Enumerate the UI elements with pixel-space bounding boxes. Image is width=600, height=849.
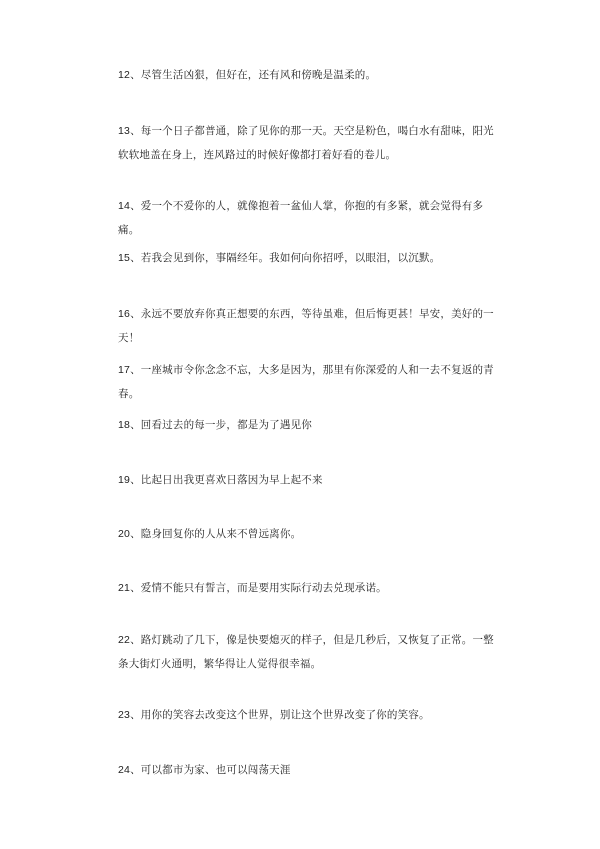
item-number: 14、 — [118, 200, 141, 212]
list-item — [118, 194, 496, 242]
item-text: 爱情不能只有誓言，而是要用实际行动去兑现承诺。 — [140, 582, 387, 594]
item-number: 19、 — [118, 474, 141, 486]
item-number: 13、 — [118, 125, 141, 137]
item-text: 一座城市令你念念不忘，大多是因为，那里有你深爱的人和一去不复返的青春。 — [118, 364, 494, 400]
item-text: 隐身回复你的人从来不曾远离你。 — [140, 528, 302, 540]
item-number: 23、 — [118, 709, 141, 721]
list-item — [118, 522, 496, 546]
list-item — [118, 703, 496, 727]
list-item — [118, 628, 496, 676]
list-item — [118, 246, 496, 270]
item-number: 15、 — [118, 252, 141, 264]
item-text: 路灯跳动了几下，像是快要熄灭的样子，但是几秒后，又恢复了正常。一整条大街灯火通明，繁华得让人觉得很幸福。 — [118, 634, 494, 670]
item-text: 爱一个不爱你的人，就像抱着一盆仙人掌，你抱的有多紧，就会觉得有多痛。 — [118, 200, 484, 236]
list-item — [118, 119, 496, 167]
list-item — [118, 302, 496, 350]
item-number: 16、 — [118, 308, 141, 320]
item-text: 比起日出我更喜欢日落因为早上起不来 — [140, 474, 323, 486]
list-item — [118, 413, 496, 437]
item-number: 17、 — [118, 364, 141, 376]
item-text: 每一个日子都普通，除了见你的那一天。天空是粉色，喝白水有甜味，阳光软软地盖在身上，连风路过的时候好像都打着好看的卷儿。 — [118, 125, 494, 161]
item-text: 用你的笑容去改变这个世界，别让这个世界改变了你的笑容。 — [140, 709, 430, 721]
item-text: 若我会见到你，事隔经年。我如何向你招呼，以眼泪，以沉默。 — [140, 252, 441, 264]
list-item — [118, 468, 496, 492]
item-text: 回看过去的每一步，都是为了遇见你 — [140, 419, 312, 431]
list-item — [118, 358, 496, 406]
item-text: 永远不要放弃你真正想要的东西，等待虽难，但后悔更甚！早安，美好的一天！ — [118, 308, 494, 344]
item-number: 18、 — [118, 419, 141, 431]
list-item — [118, 576, 496, 600]
item-text: 尽管生活凶狠，但好在，还有风和傍晚是温柔的。 — [140, 69, 377, 81]
item-number: 21、 — [118, 582, 141, 594]
item-number: 12、 — [118, 69, 141, 81]
item-number: 22、 — [118, 634, 141, 646]
item-text: 可以都市为家、也可以闯荡天涯 — [140, 764, 291, 776]
list-item — [118, 63, 496, 87]
item-number: 24、 — [118, 764, 141, 776]
item-number: 20、 — [118, 528, 141, 540]
list-item — [118, 758, 496, 782]
